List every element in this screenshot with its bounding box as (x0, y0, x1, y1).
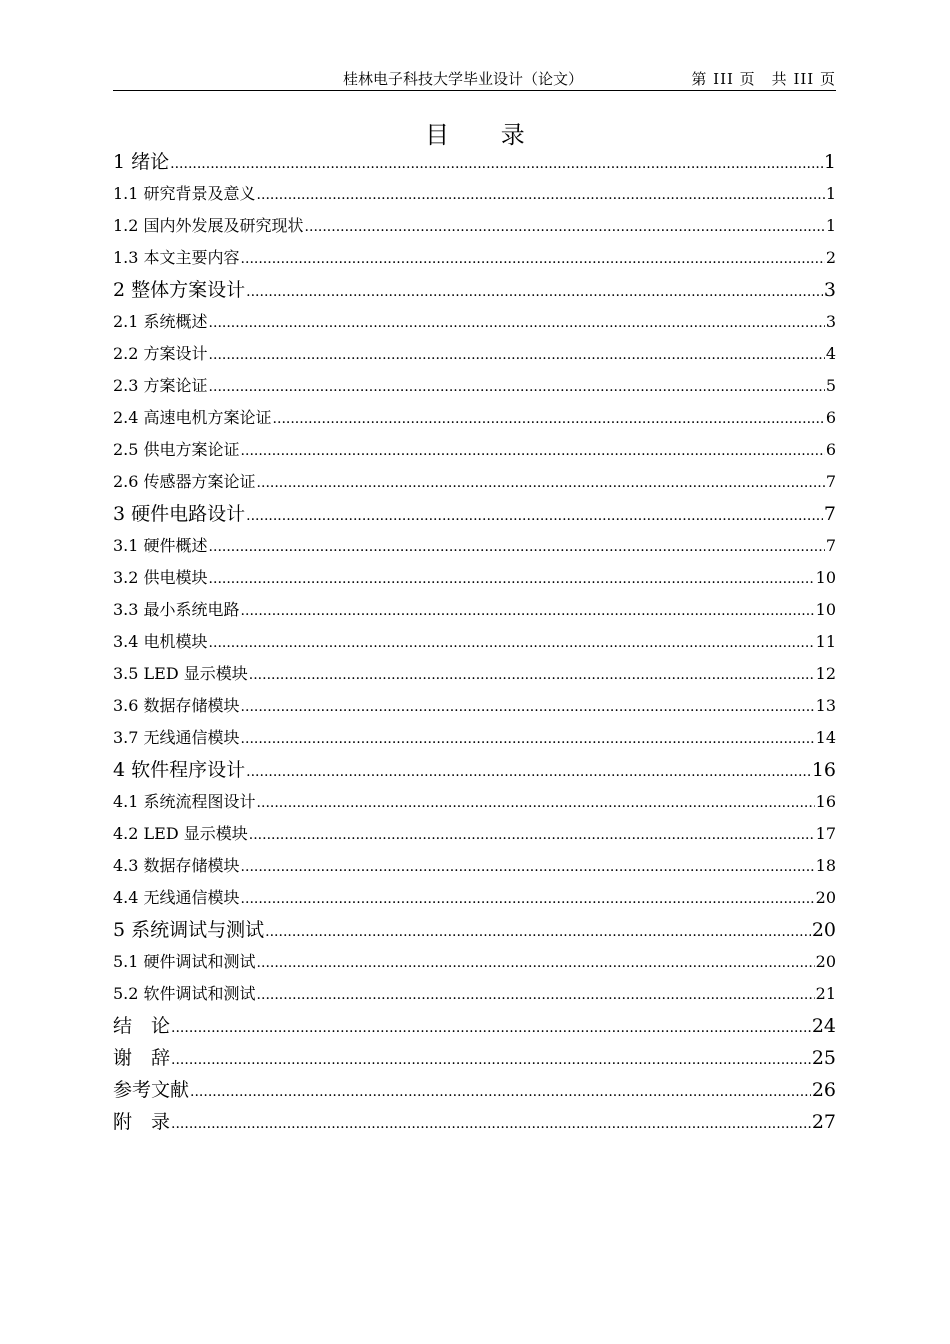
toc-entry[interactable] (113, 1074, 836, 1106)
toc-entry-page: 10 (815, 600, 836, 619)
toc-entry[interactable] (113, 818, 836, 850)
toc-entry-page: 1 (825, 216, 836, 235)
toc-dot-leader (249, 819, 815, 851)
toc-entry[interactable] (113, 370, 836, 402)
toc-entry-page: 7 (825, 536, 836, 555)
toc-dot-leader (171, 1108, 811, 1140)
toc-entry-page: 21 (815, 984, 836, 1003)
toc-entry-label: 4.3 数据存储模块 (113, 856, 240, 875)
toc-entry[interactable] (113, 658, 836, 690)
toc-entry[interactable] (113, 242, 836, 274)
school-name: 桂林电子科技大学毕业设计（论文） (343, 70, 584, 88)
toc-entry-label: 5.1 硬件调试和测试 (113, 952, 256, 971)
toc-entry-label: 2.6 传感器方案论证 (113, 472, 256, 491)
toc-dot-leader (246, 756, 811, 788)
toc-entry-label: 3.5 LED 显示模块 (113, 664, 248, 683)
toc-entry[interactable] (113, 626, 836, 658)
toc-dot-leader (241, 691, 815, 723)
toc-entry[interactable] (113, 946, 836, 978)
toc-entry-label: 2.5 供电方案论证 (113, 440, 240, 459)
toc-entry-page: 6 (825, 408, 836, 427)
toc-dot-leader (273, 403, 825, 435)
toc-entry-label: 2.1 系统概述 (113, 312, 208, 331)
toc-entry[interactable] (113, 1106, 836, 1138)
toc-entry[interactable] (113, 466, 836, 498)
toc-entry-label: 1.2 国内外发展及研究现状 (113, 216, 304, 235)
toc-entry-page: 5 (825, 376, 836, 395)
toc-entry[interactable] (113, 754, 836, 786)
toc-entry-label: 2.2 方案设计 (113, 344, 208, 363)
toc-entry[interactable] (113, 978, 836, 1010)
toc-dot-leader (257, 787, 815, 819)
toc-dot-leader (257, 947, 815, 979)
toc-entry[interactable] (113, 722, 836, 754)
toc-entry[interactable] (113, 882, 836, 914)
toc-entry[interactable] (113, 914, 836, 946)
toc-entry[interactable] (113, 690, 836, 722)
toc-entry[interactable] (113, 338, 836, 370)
toc-dot-leader (209, 563, 815, 595)
toc-dot-leader (209, 371, 825, 403)
toc-dot-leader (170, 148, 823, 180)
toc-entry-page: 17 (815, 824, 836, 843)
toc-entry-label: 参考文献 (113, 1079, 190, 1101)
page-number-info: 第 III 页 共 III 页 (691, 70, 836, 88)
toc-entry[interactable] (113, 146, 836, 178)
toc-dot-leader (241, 851, 815, 883)
toc-entry-page: 14 (815, 728, 836, 747)
toc-entry-page: 26 (811, 1079, 836, 1101)
toc-dot-leader (257, 467, 825, 499)
toc-dot-leader (305, 211, 825, 243)
toc-dot-leader (257, 179, 825, 211)
toc-entry-label: 1.3 本文主要内容 (113, 248, 240, 267)
toc-entry-page: 1 (823, 151, 836, 173)
toc-entry[interactable] (113, 274, 836, 306)
toc-entry-label: 谢 辞 (113, 1047, 171, 1069)
toc-entry-page: 3 (825, 312, 836, 331)
toc-entry-page: 4 (825, 344, 836, 363)
toc-entry-page: 20 (811, 919, 836, 941)
toc-dot-leader (209, 627, 815, 659)
toc-dot-leader (209, 531, 825, 563)
toc-entry-label: 3 硬件电路设计 (113, 503, 246, 525)
toc-entry-page: 7 (823, 503, 836, 525)
toc-entry-page: 18 (815, 856, 836, 875)
toc-dot-leader (246, 276, 823, 308)
page-title: 目 录 (425, 121, 547, 149)
toc-entry-page: 1 (825, 184, 836, 203)
toc-entry[interactable] (113, 434, 836, 466)
toc-entry[interactable] (113, 594, 836, 626)
toc-entry-page: 2 (825, 248, 836, 267)
toc-entry-label: 3.7 无线通信模块 (113, 728, 240, 747)
toc-entry[interactable] (113, 210, 836, 242)
toc-entry-label: 5 系统调试与测试 (113, 919, 265, 941)
toc-entry-page: 7 (825, 472, 836, 491)
toc-entry-label: 结 论 (113, 1015, 171, 1037)
toc-entry-label: 4 软件程序设计 (113, 759, 246, 781)
toc-entry[interactable] (113, 850, 836, 882)
toc-entry-label: 2.3 方案论证 (113, 376, 208, 395)
toc-dot-leader (171, 1012, 811, 1044)
toc-entry-page: 10 (815, 568, 836, 587)
toc-dot-leader (241, 595, 815, 627)
toc-entry-label: 3.1 硬件概述 (113, 536, 208, 555)
toc-entry[interactable] (113, 562, 836, 594)
toc-entry-page: 11 (815, 632, 836, 651)
toc-entry-page: 12 (815, 664, 836, 683)
toc-entry[interactable] (113, 530, 836, 562)
toc-dot-leader (190, 1076, 811, 1108)
toc-entry-label: 3.4 电机模块 (113, 632, 208, 651)
toc-entry-label: 1.1 研究背景及意义 (113, 184, 256, 203)
toc-entry-label: 3.6 数据存储模块 (113, 696, 240, 715)
toc-entry[interactable] (113, 402, 836, 434)
toc-entry-page: 3 (823, 279, 836, 301)
toc-entry[interactable] (113, 498, 836, 530)
toc-entry-label: 1 绪论 (113, 151, 170, 173)
toc-entry-label: 2 整体方案设计 (113, 279, 246, 301)
toc-dot-leader (249, 659, 815, 691)
toc-dot-leader (171, 1044, 811, 1076)
toc-entry-page: 16 (815, 792, 836, 811)
toc-entry-page: 25 (811, 1047, 836, 1069)
toc-entry-label: 4.2 LED 显示模块 (113, 824, 248, 843)
toc-entry-label: 附 录 (113, 1111, 171, 1133)
toc-entry-label: 3.3 最小系统电路 (113, 600, 240, 619)
toc-dot-leader (209, 339, 825, 371)
toc-entry-page: 13 (815, 696, 836, 715)
toc-dot-leader (209, 307, 825, 339)
toc-entry[interactable] (113, 1042, 836, 1074)
toc-entry[interactable] (113, 306, 836, 338)
toc-entry-page: 24 (811, 1015, 836, 1037)
page-header (113, 66, 836, 91)
toc-entry-page: 27 (811, 1111, 836, 1133)
toc-dot-leader (241, 243, 825, 275)
toc-entry-page: 20 (815, 888, 836, 907)
toc-dot-leader (241, 723, 815, 755)
toc-entry-page: 20 (815, 952, 836, 971)
toc-dot-leader (257, 979, 815, 1011)
table-of-contents (113, 146, 836, 1138)
toc-entry[interactable] (113, 178, 836, 210)
toc-dot-leader (246, 500, 823, 532)
toc-entry[interactable] (113, 786, 836, 818)
toc-entry-page: 16 (811, 759, 836, 781)
toc-dot-leader (241, 883, 815, 915)
toc-dot-leader (265, 916, 811, 948)
toc-entry-page: 6 (825, 440, 836, 459)
toc-entry-label: 3.2 供电模块 (113, 568, 208, 587)
toc-entry-label: 4.4 无线通信模块 (113, 888, 240, 907)
toc-entry-label: 4.1 系统流程图设计 (113, 792, 256, 811)
toc-entry[interactable] (113, 1010, 836, 1042)
toc-dot-leader (241, 435, 825, 467)
toc-entry-label: 5.2 软件调试和测试 (113, 984, 256, 1003)
toc-entry-label: 2.4 高速电机方案论证 (113, 408, 272, 427)
